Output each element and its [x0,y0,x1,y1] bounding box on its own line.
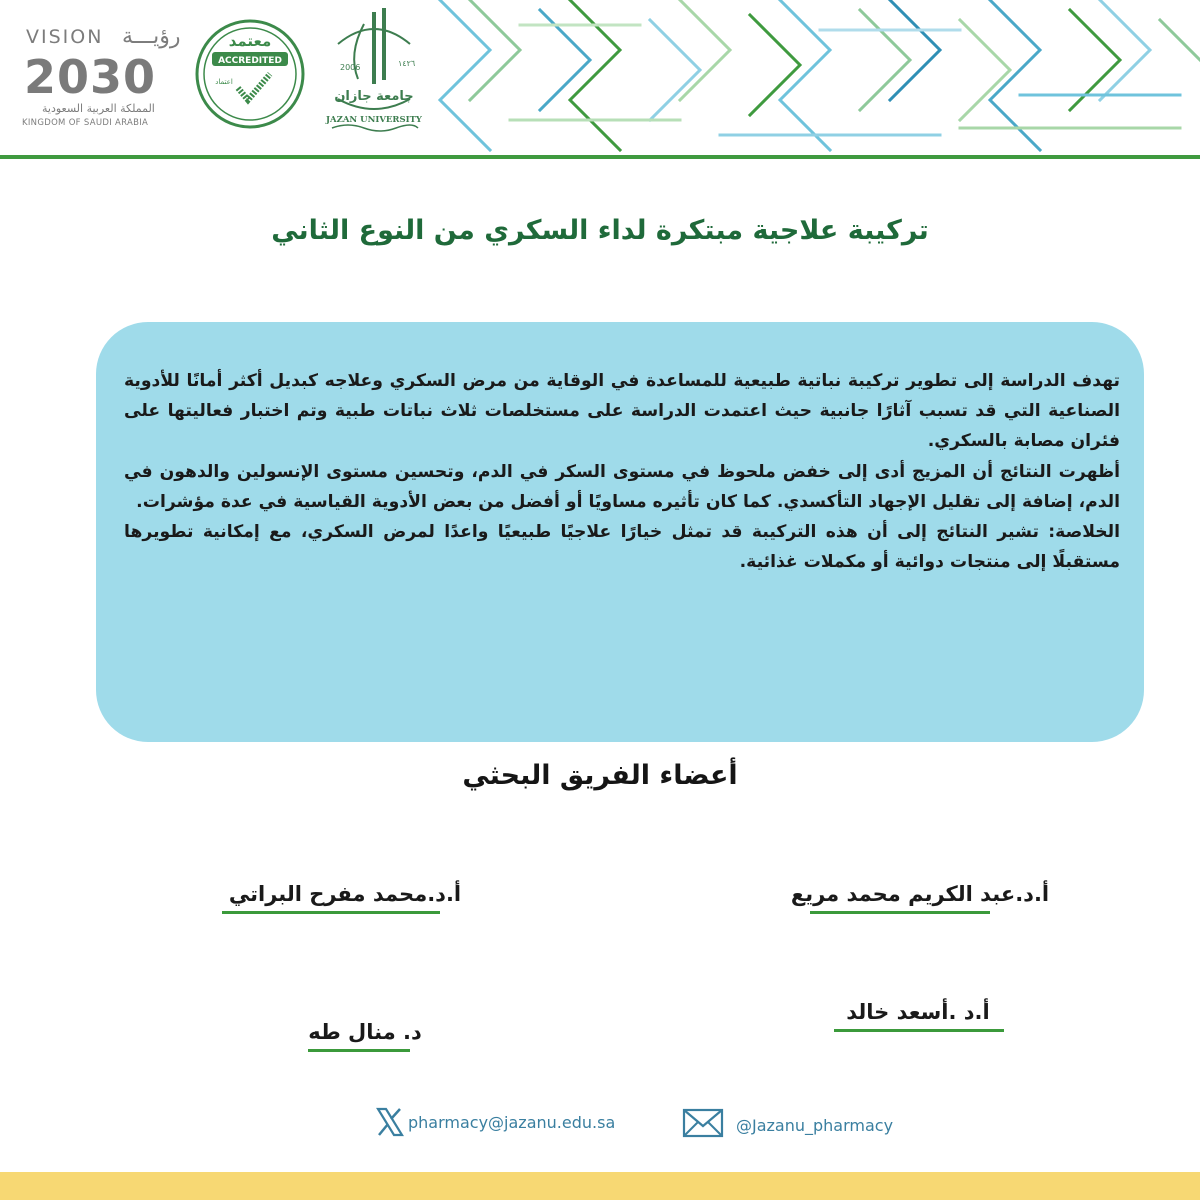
university-arabic-name: جامعة جازان [334,89,414,104]
summary-paragraph: أظهرت النتائج أن المزيج أدى إلى خفض ملحوظ في مستوى السكر في الدم، وتحسين مستوى الإنسولين والدهون في الدم، إضافة إلى تقليل الإجهاد التأكسدي. كما كان تأثيره مساويًا أو أفضل من بعض الأدوية القياسية في عدة مؤشرات. [124,461,1120,512]
accredited-subtitle: اعتماد [215,78,233,86]
university-year-arabic: ١٤٢٦ [398,59,416,68]
team-member [780,882,1060,906]
envelope-icon [682,1108,724,1138]
university-english-name: JAZAN UNIVERSITY [326,115,422,125]
decorative-pattern [420,0,1200,155]
underline [222,911,440,914]
team-member [200,882,490,906]
kingdom-arabic: المملكة العربية السعودية [42,102,155,115]
kingdom-english: KINGDOM OF SAUDI ARABIA [22,118,149,128]
vision-year: 2030 [24,50,157,104]
summary-paragraph: الخلاصة: تشير النتائج إلى أن هذه التركيبة قد تمثل خيارًا علاجيًا طبيعيًا واعدًا لمرض السكري، مع إمكانية تطويرها مستقبلًا إلى منتجات دوائية أو مكملات غذائية. [124,522,1120,573]
footer-bar [0,1172,1200,1200]
team-member [290,1020,440,1044]
social-handle[interactable]: @Jazanu_pharmacy [736,1116,894,1135]
vision-latin: VISION [26,26,104,48]
email-address[interactable]: pharmacy@jazanu.edu.sa [408,1113,616,1132]
team-member-name: أ.د.محمد مفرح البراتي [228,882,462,906]
underline [810,911,990,914]
team-member-name: أ.د.عبد الكريم محمد مريع [790,882,1050,906]
jazan-university-logo [318,4,430,134]
accredited-seal [194,18,306,130]
page-title: تركيبة علاجية مبتكرة لداء السكري من النوع الثاني [271,215,929,246]
team-member-name: أ.د .أسعد خالد [846,1000,990,1024]
accredited-arabic: معتمد [228,32,272,50]
team-heading: أعضاء الفريق البحثي [462,760,738,791]
summary-paragraph: تهدف الدراسة إلى تطوير تركيبة نباتية طبيعية للمساعدة في الوقاية من مرض السكري وعلاجه كبديل أكثر أمانًا للأدوية الصناعية التي قد تسبب آثارًا جانبية حيث اعتمدت الدراسة على مستخلصات ثلاث نباتات طبية وتم اختبار فعاليتها على فئران مصابة بالسكري. [124,371,1120,452]
summary-text [124,366,1120,577]
accredited-english: ACCREDITED [218,56,282,66]
x-logo-icon [372,1104,408,1140]
vision-2030-logo [22,24,181,130]
university-year: 2006 [340,63,361,72]
underline [834,1029,1004,1032]
team-member-name: د. منال طه [308,1020,422,1044]
underline [308,1049,410,1052]
header [0,0,1200,160]
summary-box [96,322,1144,742]
team-member [818,1000,1018,1024]
vision-arabic: رؤيـــة [122,24,181,49]
header-divider [0,155,1200,159]
